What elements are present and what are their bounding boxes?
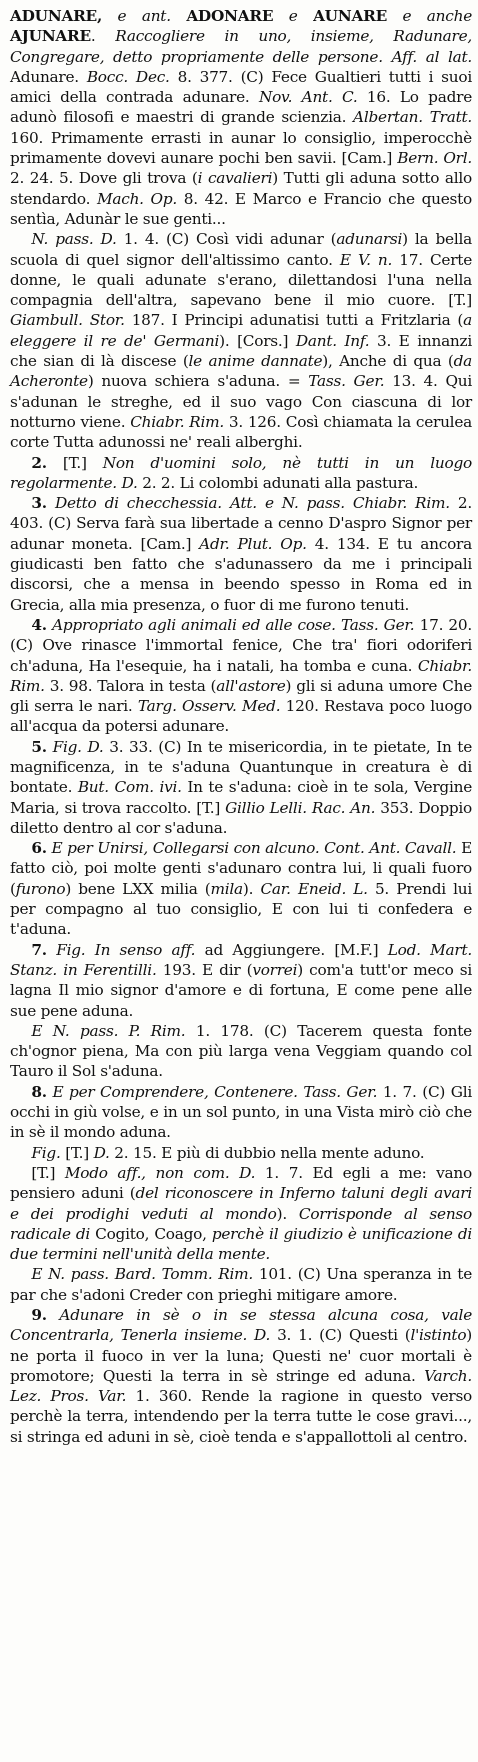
text-run: ). (242, 879, 261, 898)
italic-text-run: Fig. In senso aff. (46, 940, 196, 959)
italic-text-run: E per Unirsi, Collegarsi con alcuno. Cont. Ant. Cavall. (46, 839, 457, 858)
text-run: ) ne porta il fuoco in ver la luna; Questi ne' cuor mortali è promotore; Questi la terra in sè stringe ed aduna. (10, 1326, 472, 1385)
italic-text-run: Dant. Inf. (295, 331, 370, 350)
text-run: 17. 20. (C) Ove rinasce l'immortal fenice, Che tra' fiori odoriferi ch'aduna, Ha l'esequie, ha i natali, ha tomba e cuna. (10, 615, 472, 675)
text-run: 1. 4. (C) Così vidi adunar ( (116, 230, 337, 249)
headword-variant: 5. (31, 737, 47, 756)
italic-text-run: furono (15, 879, 66, 898)
italic-text-run: e (273, 7, 314, 25)
italic-text-run: Fig. (31, 1143, 61, 1162)
italic-text-run: del riconoscere in Inferno taluni degli avari e dei prodighi veduti al mondo (10, 1184, 472, 1223)
italic-text-run: Targ. Osserv. Med. (137, 697, 281, 716)
text-run: ). (276, 1204, 299, 1223)
text-run: 101. (C) Una speranza in te par che s'adoni Creder con prieghi mitigare amore. (10, 1265, 472, 1304)
italic-text-run: Raccogliere in uno, insieme, Radunare, Congregare, detto propriamente delle persone. Aff. al lat. (10, 27, 472, 66)
text-run: E fatto ciò, poi molte genti s'adunaro contra lui, li quali fuoro ( (10, 839, 472, 898)
text-run: ) gli si aduna umore Che gli serra le nari. (10, 676, 473, 716)
text-run: 3. 126. Così chiamata la cerulea corte Tutta adunossi ne' reali alberghi. (10, 412, 472, 452)
text-run: 2. 15. E più di dubbio nella mente aduno. (109, 1143, 425, 1162)
italic-text-run: vorrei (252, 960, 298, 979)
italic-text-run: Detto di checchessia. Att. e N. pass. Chiabr. Rim. (46, 494, 450, 513)
italic-text-run: Adr. Plut. Op. (199, 534, 307, 553)
entry-section (10, 1082, 472, 1143)
text-run: ad Aggiungere. [M.F.] (195, 940, 388, 959)
italic-text-run: mila (210, 879, 243, 898)
entry-section (10, 229, 472, 452)
text-run: ), Anche di qua ( (322, 352, 454, 371)
text-run: ) nuova schiera s'aduna. = (87, 372, 309, 391)
entry-section (10, 940, 472, 1021)
text-run: 120. Restava poco luogo all'acqua da potersi adunare. (10, 697, 472, 736)
entry-section (10, 1143, 472, 1163)
text-run: ) com'a tutt'or meco si lagna Il mio signor d'amore e di fortuna, E come pene alle sue pene aduna. (10, 960, 472, 1020)
text-run: . (90, 27, 116, 46)
text-run: 193. E dir ( (156, 960, 253, 979)
entry-section (10, 838, 472, 939)
text-run: Cogito, Coago, (90, 1224, 212, 1243)
italic-text-run: Nov. Ant. C. (258, 88, 358, 107)
text-run: 17. Certe donne, le quali adunate s'erano, dilettandosi l'una nella compagnia dell'altra, sapevano bene il mio cuore. [T.] (10, 250, 472, 310)
italic-text-run: Chiabr. Rim. (130, 412, 224, 431)
text-run: 187. I Principi adunatisi tutti a Fritzlaria ( (124, 311, 464, 330)
italic-text-run: Adunare in sè o in se stessa alcuna cosa, vale Concentrarla, Tenerla insieme. D. (10, 1306, 472, 1345)
entry-section (10, 453, 472, 494)
headword-variant: 7. (31, 940, 47, 959)
italic-text-run: Gillio Lelli. Rac. An. (225, 798, 376, 817)
headword-variant: AUNARE (313, 7, 387, 25)
italic-text-run: i cavalieri (197, 169, 273, 188)
italic-text-run: perchè il giudizio è unificazione di due termini nell'unità della mente. (10, 1224, 473, 1264)
italic-text-run: But. Com. ivi. (77, 778, 182, 797)
italic-text-run: e ant. (102, 7, 187, 25)
text-run: 1. 7. Ed egli a me: vano pensiero aduni ( (10, 1163, 472, 1203)
italic-text-run: Tass. Ger. (308, 372, 385, 391)
italic-text-run: a eleggere il re de' Germani (10, 311, 472, 350)
headword-variant: 2. (31, 453, 47, 472)
text-run: In te s'aduna: cioè in te sola, Vergine Maria, si trova raccolto. [T.] (10, 778, 472, 817)
italic-text-run: Varch. Lez. Pros. Var. (10, 1366, 472, 1406)
headword-variant: AJUNARE (10, 27, 91, 46)
italic-text-run: Non d'uomini solo, nè tutti in un luogo regolarmente. D. (10, 453, 472, 492)
entry-section (10, 493, 472, 615)
text-run: 2. 24. 5. Dove gli trova ( (10, 169, 198, 188)
text-run: ) la bella scuola di quel signor dell'altissimo canto. (10, 230, 472, 269)
italic-text-run: Bocc. Dec. (86, 67, 170, 86)
italic-text-run: D. (93, 1143, 110, 1162)
italic-text-run: l'istinto (410, 1326, 467, 1345)
text-run: 353. Doppio diletto dentro al cor s'aduna. (10, 798, 473, 837)
entry-section (10, 1163, 472, 1264)
italic-text-run: Chiabr. Rim. (10, 656, 472, 695)
italic-text-run: Modo aff., non com. D. (64, 1163, 256, 1182)
entry-section (10, 615, 472, 737)
italic-text-run: e anche (387, 7, 472, 25)
text-run: 3. 1. (C) Questi ( (270, 1326, 411, 1345)
italic-text-run: all'astore (216, 676, 286, 695)
italic-text-run: E V. n. (339, 250, 393, 269)
text-run: 160. Primamente errasti in aunar lo consiglio, imperocchè primamente dovevi aunare pochi ben savii. [Cam.] (10, 128, 472, 168)
italic-text-run: Fig. D. (46, 737, 104, 756)
entry-section (10, 1021, 472, 1082)
entry-section (10, 1264, 472, 1305)
text-run: 1. 360. Rende la ragione in questo verso perchè la terra, intendendo per la terra tutte le cose gravi..., si stringa ed aduni in sè, cioè tenda e s'appallottoli al centro. (10, 1387, 473, 1446)
headword: ADUNARE, (10, 7, 103, 25)
italic-text-run: le anime dannate (188, 352, 323, 371)
text-run: 3. 33. (C) In te misericordia, in te pietate, In te magnificenza, in te s'aduna Quantunque in creatura è di bontate. (10, 737, 472, 797)
text-run: 16. Lo padre adunò filosofi e maestri di grande scienzia. (10, 88, 472, 127)
headword-variant: 3. (31, 494, 47, 513)
text-run: ) Tutti gli aduna sotto allo stendardo. (10, 169, 472, 208)
italic-text-run: Mach. Op. (96, 189, 177, 208)
text-run: 3. E innanzi che sian di là discese ( (10, 331, 472, 371)
text-run: 13. 4. Qui s'adunan le streghe, ed il suo vago Con ciascuna di lor notturno viene. (10, 372, 473, 431)
italic-text-run: adunarsi (336, 230, 403, 249)
headword-variant: 6. (31, 839, 47, 858)
entry-intro (10, 6, 472, 229)
text-run: Adunare. (10, 67, 87, 86)
text-run: ) bene LXX milia ( (65, 879, 211, 898)
italic-text-run: E N. pass. Bard. Tomm. Rim. (31, 1265, 254, 1284)
text-run: 1. 178. (C) Tacerem questa fonte ch'ognor piena, Ma con più larga vena Veggiam quando col Tauro il Sol s'aduna. (10, 1021, 472, 1081)
text-run: 2. 403. (C) Serva farà sua libertade a cenno D'aspro Signor per adunar moneta. [Cam.] (10, 494, 472, 553)
italic-text-run: E per Comprendere, Contenere. Tass. Ger. (46, 1082, 378, 1101)
entry-sections (10, 229, 472, 1447)
italic-text-run: da Acheronte (10, 352, 472, 391)
italic-text-run: Car. Eneid. L. (260, 879, 368, 898)
italic-text-run: Corrisponde al senso radicale di (10, 1204, 472, 1243)
text-run: [T.] (31, 1163, 65, 1182)
italic-text-run: Giambull. Stor. (10, 311, 125, 330)
italic-text-run: N. pass. D. (31, 230, 117, 249)
italic-text-run: Lod. Mart. Stanz. in Ferentilli. (10, 940, 472, 979)
italic-text-run: E N. pass. P. Rim. (31, 1021, 186, 1040)
entry-section (10, 1305, 472, 1447)
italic-text-run: Appropriato agli animali ed alle cose. Tass. Ger. (46, 615, 415, 634)
text-run: 8. 377. (C) Fece Gualtieri tutti i suoi amici della contrada adunare. (10, 67, 472, 107)
text-run: ). [Cors.] (219, 331, 296, 350)
italic-text-run: Bern. Orl. (397, 149, 472, 168)
text-run: [T.] (60, 1143, 94, 1162)
text-run: 8. 42. E Marco e Francio che questo sentìa, Adunàr le sue genti... (10, 189, 472, 228)
text-run: 3. 98. Talora in testa ( (44, 676, 217, 695)
text-run: 2. 2. Li colombi adunati alla pastura. (137, 473, 419, 492)
text-run: 5. Prendi lui per compagno al tuo consiglio, E con lui ti confedera e t'aduna. (10, 879, 472, 939)
headword-variant: 8. (31, 1082, 47, 1101)
headword-variant: 4. (31, 615, 47, 634)
text-run: 4. 134. E tu ancora giudicasti ben fatto che s'adunassero da me i principali discorsi, che a mensa in beendo spesso in Roma ed in Grecia, alla mia presenza, o fuor di me furono tenuti. (10, 534, 472, 614)
headword-variant: ADONARE (186, 7, 274, 25)
entry-section (10, 737, 472, 838)
text-run: [T.] (46, 453, 103, 472)
text-run: 1. 7. (C) Gli occhi in giù volse, e in un sol punto, in una Vista mirò ciò che in sè il mondo aduna. (10, 1082, 472, 1142)
italic-text-run: Albertan. Tratt. (353, 108, 472, 127)
headword-variant: 9. (31, 1306, 47, 1324)
